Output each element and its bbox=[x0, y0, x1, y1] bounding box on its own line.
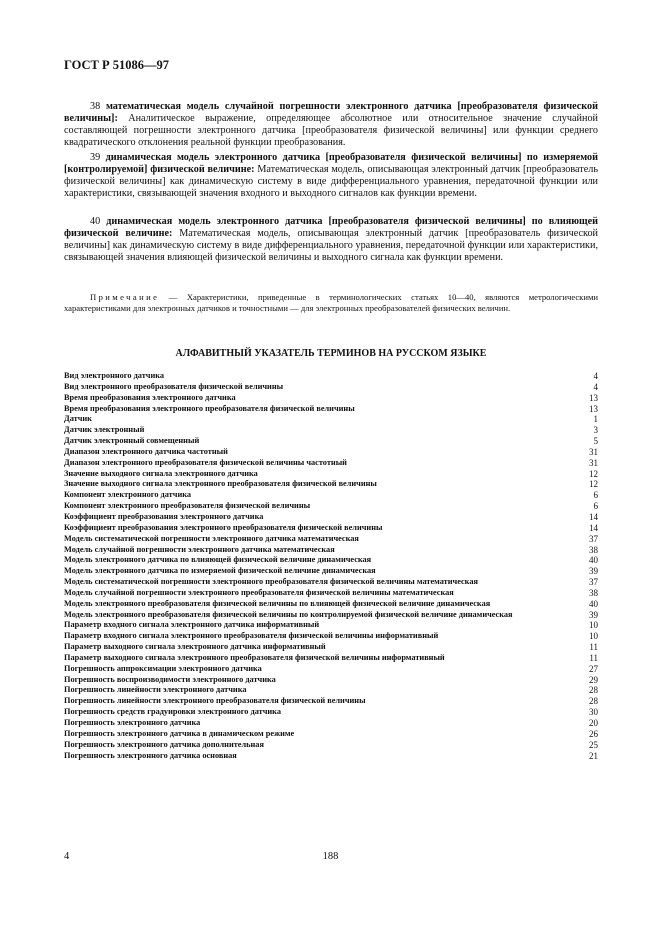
index-number: 10 bbox=[589, 631, 598, 642]
index-number: 28 bbox=[589, 685, 598, 696]
index-term: Погрешность электронного датчика основная bbox=[64, 750, 237, 760]
index-entry bbox=[64, 404, 598, 415]
index-term: Вид электронного датчика bbox=[64, 371, 165, 380]
index-term: Параметр входного сигнала электронного датчика информативный bbox=[64, 620, 320, 630]
index-term: Диапазон электронного преобразователя физической величины частотный bbox=[64, 457, 347, 467]
index-entry bbox=[64, 751, 598, 762]
index-term: Погрешность линейности электронного преобразователя физической величины bbox=[64, 696, 366, 706]
index-number: 4 bbox=[593, 371, 598, 381]
index-number: 3 bbox=[593, 425, 598, 436]
index-number: 30 bbox=[589, 707, 598, 718]
definition-40 bbox=[64, 216, 598, 264]
index-number: 6 bbox=[593, 490, 598, 501]
index-number: 37 bbox=[589, 533, 598, 544]
index-term: Погрешность воспроизводимости электронного датчика bbox=[64, 674, 276, 684]
index-entry bbox=[64, 664, 598, 675]
definition-number: 38 bbox=[90, 101, 101, 112]
index-number: 12 bbox=[589, 468, 598, 479]
index-term: Модель систематической погрешности электронного датчика математическая bbox=[64, 533, 359, 543]
definition-38 bbox=[64, 101, 598, 149]
index-term: Модель систематической погрешности электронного преобразователя физической величины математическая bbox=[64, 577, 478, 587]
index-number: 38 bbox=[589, 587, 598, 598]
index-entry bbox=[64, 740, 598, 751]
index-term: Параметр выходного сигнала электронного датчика информативный bbox=[64, 642, 326, 652]
index-entry bbox=[64, 371, 598, 382]
index-entry bbox=[64, 707, 598, 718]
index-number: 40 bbox=[589, 555, 598, 566]
index-entry bbox=[64, 631, 598, 642]
index-number: 13 bbox=[589, 392, 598, 403]
index-term: Параметр выходного сигнала электронного преобразователя физической величины информативный bbox=[64, 652, 445, 662]
index-entry bbox=[64, 479, 598, 490]
index-title: АЛФАВИТНЫЙ УКАЗАТЕЛЬ ТЕРМИНОВ НА РУССКОМ ЯЗЫКЕ bbox=[175, 348, 487, 359]
index-number: 38 bbox=[589, 544, 598, 555]
index-term: Модель электронного преобразователя физической величины по контролируемой физической величине динамическая bbox=[64, 609, 513, 619]
index-number: 13 bbox=[589, 403, 598, 414]
index-entry bbox=[64, 653, 598, 664]
index-term: Датчик bbox=[64, 414, 92, 424]
definition-term: динамическая модель электронного датчика [преобразователя физической величины] по влияющей физической величине: bbox=[64, 216, 598, 240]
index-number: 39 bbox=[589, 609, 598, 620]
index-entry bbox=[64, 501, 598, 512]
index-term: Параметр входного сигнала электронного преобразователя физической величины информативный bbox=[64, 631, 439, 641]
index-number: 39 bbox=[589, 566, 598, 577]
index-number: 40 bbox=[589, 598, 598, 609]
index-number: 29 bbox=[589, 674, 598, 685]
page-number: 188 bbox=[322, 851, 339, 862]
index-term: Модель электронного датчика по измеряемой физической величине динамическая bbox=[64, 566, 376, 576]
index-number: 25 bbox=[589, 739, 598, 750]
index-number: 37 bbox=[589, 577, 598, 588]
index-term: Погрешность электронного датчика дополнительная bbox=[64, 739, 264, 749]
index-term: Погрешность средств градуировки электронного датчика bbox=[64, 707, 281, 717]
note bbox=[64, 292, 598, 314]
index-entry bbox=[64, 610, 598, 621]
index-entry bbox=[64, 588, 598, 599]
index-number: 31 bbox=[589, 457, 598, 468]
index-number: 5 bbox=[593, 436, 598, 447]
definition-text: Аналитическое выражение, определяющее абсолютное или относительное значение случайной составляющей погрешности электронного датчика [преобразователя физической величины] или функции среднего квадратического отклонения реальной функции преобразования. bbox=[64, 113, 598, 149]
index-number: 26 bbox=[589, 728, 598, 739]
index-entry bbox=[64, 414, 598, 425]
definition-term: математическая модель случайной погрешности электронного датчика [преобразователя физической величины]: bbox=[64, 101, 598, 125]
index-entry bbox=[64, 729, 598, 740]
index-term: Коэффициент преобразования электронного датчика bbox=[64, 511, 264, 521]
index-number: 20 bbox=[589, 718, 598, 728]
index-entry bbox=[64, 436, 598, 447]
index-number: 28 bbox=[589, 696, 598, 707]
index-term: Значение выходного сигнала электронного преобразователя физической величины bbox=[64, 479, 377, 489]
index-entry bbox=[64, 545, 598, 556]
index-entry bbox=[64, 425, 598, 436]
index-number: 31 bbox=[589, 446, 598, 457]
index-term: Датчик электронный совмещенный bbox=[64, 436, 200, 446]
index-term: Погрешность аппроксимации электронного датчика bbox=[64, 663, 262, 673]
document-header: ГОСТ Р 51086—97 bbox=[64, 58, 170, 72]
index-entry bbox=[64, 534, 598, 545]
index-term: Коэффициент преобразования электронного преобразователя физической величины bbox=[64, 522, 383, 532]
index-entry bbox=[64, 458, 598, 469]
index-entry bbox=[64, 523, 598, 534]
index-number: 10 bbox=[589, 620, 598, 631]
index-term: Датчик электронный bbox=[64, 425, 145, 435]
index-entry bbox=[64, 566, 598, 577]
footer-left-number: 4 bbox=[64, 851, 70, 862]
index-number: 6 bbox=[593, 501, 598, 512]
index-term: Вид электронного преобразователя физической величины bbox=[64, 381, 284, 391]
index-number: 11 bbox=[589, 652, 598, 663]
index-entry bbox=[64, 555, 598, 566]
index-entry bbox=[64, 490, 598, 501]
index-number: 14 bbox=[589, 522, 598, 533]
definition-39 bbox=[64, 152, 598, 200]
index-number: 1 bbox=[593, 414, 598, 425]
index-number: 21 bbox=[589, 750, 598, 761]
note-text: — Характеристики, приведенные в терминологических статьях 10—40, являются метрологическими характеристиками для электронных датчиков и точностными — для электронных преобразователей физических величин. bbox=[64, 292, 598, 313]
index-number: 27 bbox=[589, 663, 598, 674]
definition-term: динамическая модель электронного датчика [преобразователя физической величины] по измеряемой [контролируемой] физической величине: bbox=[64, 152, 598, 176]
index-entry bbox=[64, 393, 598, 404]
term-index bbox=[64, 371, 598, 761]
index-term: Модель электронного датчика по влияющей физической величине динамическая bbox=[64, 555, 372, 565]
index-term: Компонент электронного датчика bbox=[64, 490, 192, 500]
index-entry bbox=[64, 718, 598, 729]
index-entry bbox=[64, 599, 598, 610]
index-number: 4 bbox=[593, 381, 598, 392]
index-term: Время преобразования электронного преобразователя физической величины bbox=[64, 403, 355, 413]
index-term: Погрешность электронного датчика в динамическом режиме bbox=[64, 728, 295, 738]
definition-text: Математическая модель, описывающая электронный датчик [преобразователь физической величины] как динамическую систему в виде дифференциального уравнения, передаточной функции или характеристики, связывающей значения входного и выходного сигналов как функции времени. bbox=[64, 164, 599, 200]
definition-text: Математическая модель, описывающая электронный датчик [преобразователь физической величины] как динамическую систему в виде дифференциального уравнения, передаточной функции или характеристики, связывающей значения влияющей физической величины и выходного сигнала как функции времени. bbox=[64, 228, 598, 264]
index-term: Погрешность электронного датчика bbox=[64, 718, 201, 727]
index-term: Значение выходного сигнала электронного датчика bbox=[64, 468, 258, 478]
index-entry bbox=[64, 447, 598, 458]
index-entry bbox=[64, 685, 598, 696]
index-entry bbox=[64, 469, 598, 480]
index-entry bbox=[64, 620, 598, 631]
index-term: Компонент электронного преобразователя физической величины bbox=[64, 501, 311, 511]
index-entry bbox=[64, 675, 598, 686]
index-number: 11 bbox=[589, 642, 598, 653]
index-entry bbox=[64, 382, 598, 393]
index-entry bbox=[64, 577, 598, 588]
definition-number: 39 bbox=[90, 152, 101, 163]
index-term: Модель случайной погрешности электронного датчика математическая bbox=[64, 544, 335, 554]
index-entry bbox=[64, 642, 598, 653]
index-term: Диапазон электронного датчика частотный bbox=[64, 446, 228, 456]
definition-number: 40 bbox=[90, 216, 101, 227]
index-term: Время преобразования электронного датчика bbox=[64, 392, 236, 402]
index-term: Модель электронного преобразователя физической величины по влияющей физической величине динамическая bbox=[64, 598, 491, 608]
index-term: Погрешность линейности электронного датчика bbox=[64, 685, 247, 695]
note-label: Примечание bbox=[90, 292, 160, 302]
index-entry bbox=[64, 696, 598, 707]
index-term: Модель случайной погрешности электронного преобразователя физической величины математическая bbox=[64, 587, 454, 597]
index-number: 12 bbox=[589, 479, 598, 490]
index-number: 14 bbox=[589, 511, 598, 522]
index-entry bbox=[64, 512, 598, 523]
